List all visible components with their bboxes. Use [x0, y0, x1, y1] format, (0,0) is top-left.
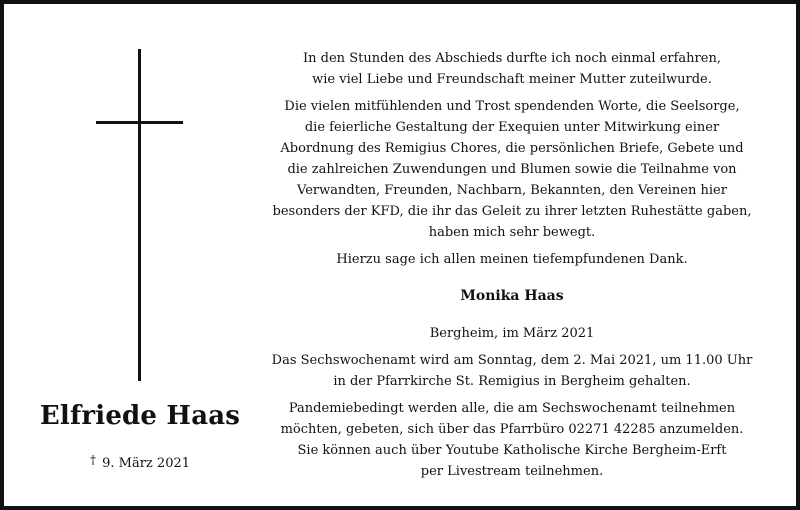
service-line: Das Sechswochenamt wird am Sonntag, dem 2. Mai 2021, um 11.00 Uhr [271, 353, 753, 368]
pandemic-line: per Livestream teilnehmen. [420, 464, 604, 479]
service-line: in der Pfarrkirche St. Remigius in Bergheim gehalten. [333, 374, 691, 389]
thanks-line: die feierliche Gestaltung der Exequien unter Mitwirkung einer [304, 120, 720, 135]
pandemic-line: möchten, gebeten, sich über das Pfarrbüro 02271 42285 anzumelden. [280, 422, 744, 437]
thanks-line: wie viel Liebe und Freundschaft meiner Mutter zuteilwurde. [312, 72, 712, 87]
thanks-closing: Hierzu sage ich allen meinen tiefempfundenen Dank. [336, 252, 688, 267]
thanks-line: haben mich sehr bewegt. [428, 225, 596, 240]
dagger-icon: † [89, 453, 96, 467]
thanks-text-block [262, 48, 762, 482]
place-date: Bergheim, im März 2021 [429, 326, 595, 341]
cross-icon [138, 49, 141, 381]
deceased-name: Elfriede Haas [39, 401, 241, 431]
thanks-line: Verwandten, Freunden, Nachbarn, Bekannten, den Vereinen hier [297, 183, 727, 198]
death-date: 9. März 2021 [102, 456, 191, 471]
signer-name: Monika Haas [460, 288, 564, 304]
cross-icon-crossbar [96, 121, 183, 124]
thanks-line: Abordnung des Remigius Chores, die persönlichen Briefe, Gebete und [280, 141, 744, 156]
thanks-line: die zahlreichen Zuwendungen und Blumen sowie die Teilnahme von [287, 162, 737, 177]
thanks-line: In den Stunden des Abschieds durfte ich noch einmal erfahren, [303, 51, 721, 66]
pandemic-line: Pandemiebedingt werden alle, die am Sechswochenamt teilnehmen [288, 401, 736, 416]
thanks-line: besonders der KFD, die ihr das Geleit zu ihrer letzten Ruhestätte gaben, [272, 204, 752, 219]
thanks-line: Die vielen mitfühlenden und Trost spendenden Worte, die Seelsorge, [284, 99, 740, 114]
death-date-line [24, 453, 256, 471]
pandemic-line: Sie können auch über Youtube Katholische Kirche Bergheim-Erft [297, 443, 727, 458]
